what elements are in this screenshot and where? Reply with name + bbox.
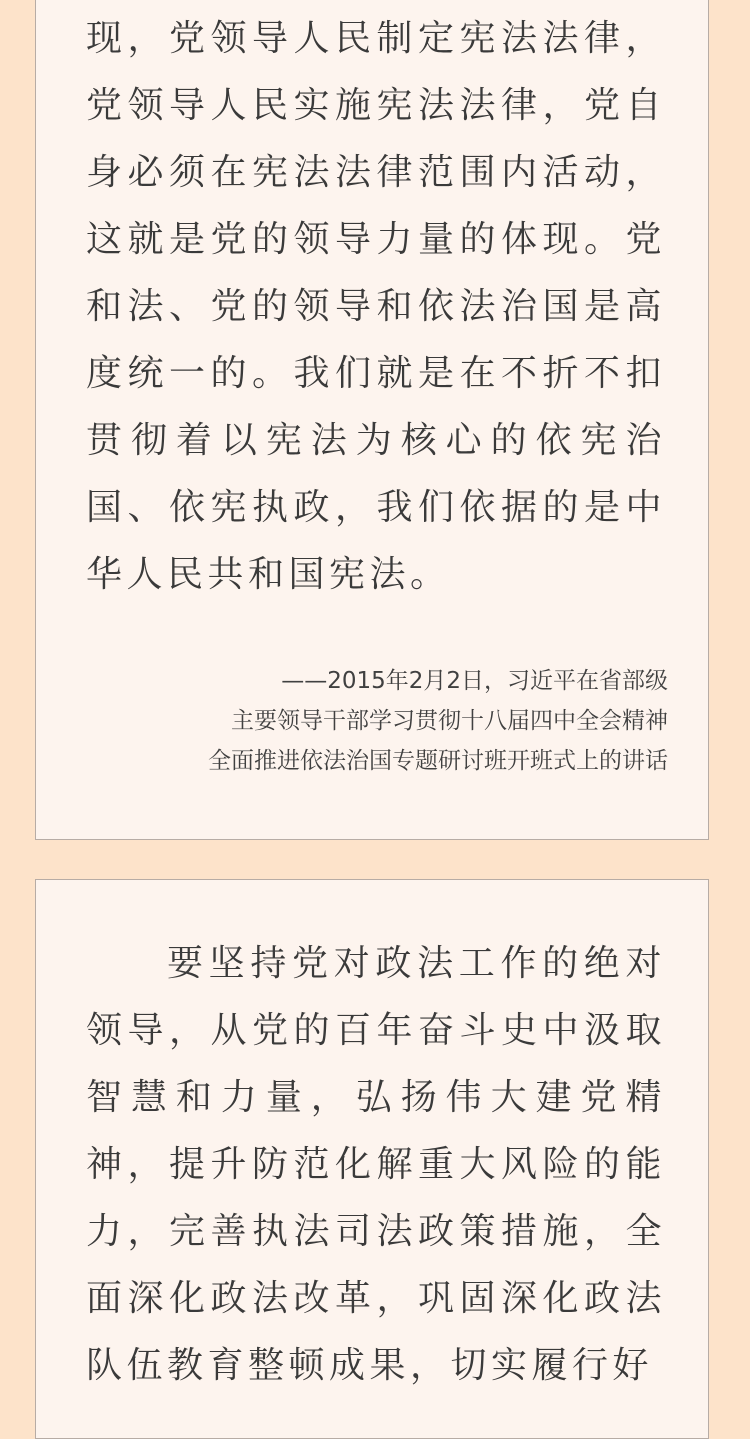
quote-source [208, 661, 668, 781]
quote-body-text: 现，党领导人民制定宪法法律，党领导人民实施宪法法律，党自身必须在宪法法律范围内活动，这就是党的领导力量的体现。党和法、党的领导和依法治国是高度统一的。我们就是在不折不扣贯彻着以宪法为核心的依宪治国、依宪执政，我们依据的是中华人民共和国宪法。 [86, 18, 666, 595]
source-line: 主要领导干部学习贯彻十八届四中全会精神 [231, 708, 668, 734]
source-line: ——2015年2月2日，习近平在省部级 [281, 668, 668, 694]
text-card-body: 要坚持党对政法工作的绝对领导，从党的百年奋斗史中汲取智慧和力量，弘扬伟大建党精神，提升防范化解重大风险的能力，完善执法司法政策措施，全面深化政法改革，巩固深化政法队伍教育整顿成果，切实履行好 [86, 943, 666, 1386]
quote-card [35, 0, 709, 840]
source-line: 全面推进依法治国专题研讨班开班式上的讲话 [208, 748, 668, 774]
text-card [35, 879, 709, 1439]
